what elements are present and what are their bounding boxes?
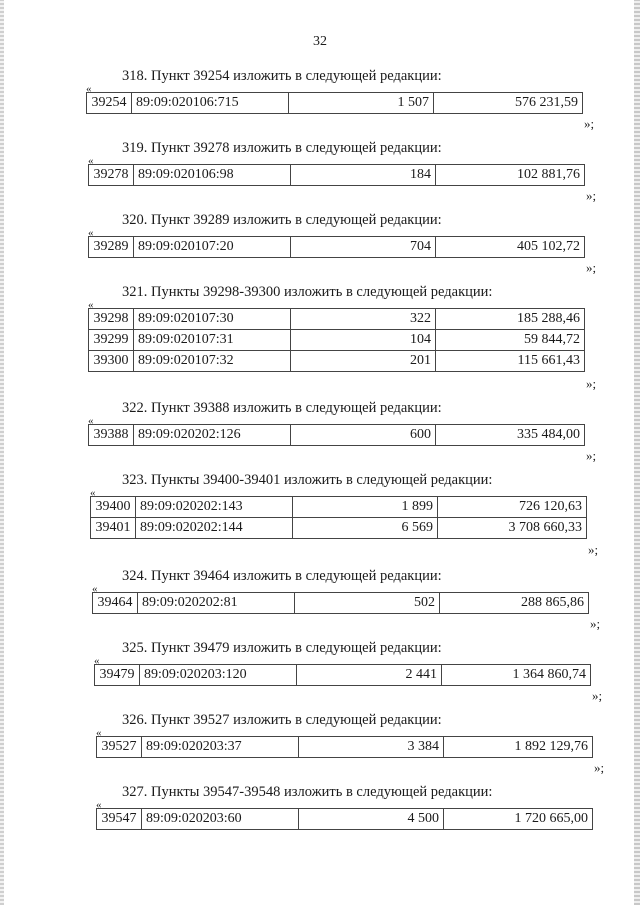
value-cell: 3 708 660,33 (438, 518, 587, 539)
cadastral-number-cell: 89:09:020106:715 (132, 93, 289, 114)
row-number-cell: 39289 (89, 237, 134, 258)
cadastral-number-cell: 89:09:020203:37 (142, 737, 299, 758)
opening-quote: « (86, 83, 92, 95)
cadastral-number-cell: 89:09:020107:31 (134, 330, 291, 351)
section-heading: 318. Пункт 39254 изложить в следующей редакции: (122, 68, 442, 84)
cadastral-number-cell: 89:09:020202:143 (136, 497, 293, 518)
section-heading: 319. Пункт 39278 изложить в следующей редакции: (122, 140, 442, 156)
cadastral-number-cell: 89:09:020202:126 (134, 425, 291, 446)
section-heading: 327. Пункты 39547-39548 изложить в следующей редакции: (122, 784, 493, 800)
closing-quote: »; (586, 260, 597, 275)
value-cell: 576 231,59 (434, 93, 583, 114)
scan-edge-right (634, 0, 640, 905)
scan-edge-left (0, 0, 4, 905)
table-row (89, 330, 585, 351)
cadastral-number-cell: 89:09:020107:32 (134, 351, 291, 372)
opening-quote: « (88, 415, 94, 427)
area-cell: 184 (291, 165, 436, 186)
value-cell: 102 881,76 (436, 165, 585, 186)
cadastral-number-cell: 89:09:020106:98 (134, 165, 291, 186)
table-row (97, 809, 593, 830)
opening-quote: « (88, 227, 94, 239)
row-number-cell: 39298 (89, 309, 134, 330)
table-row (91, 497, 587, 518)
section-heading: 320. Пункт 39289 изложить в следующей редакции: (122, 212, 442, 228)
closing-quote: »; (594, 760, 605, 775)
area-cell: 600 (291, 425, 436, 446)
cadastral-number-cell: 89:09:020107:20 (134, 237, 291, 258)
row-number-cell: 39278 (89, 165, 134, 186)
table-row (89, 237, 585, 258)
area-cell: 201 (291, 351, 436, 372)
closing-quote: »; (584, 116, 595, 131)
page-number: 32 (313, 34, 327, 49)
area-cell: 3 384 (299, 737, 444, 758)
amendment-table (92, 592, 589, 614)
table-row (89, 425, 585, 446)
amendment-table (90, 496, 587, 539)
closing-quote: »; (588, 542, 599, 557)
amendment-table (96, 736, 593, 758)
opening-quote: « (88, 155, 94, 167)
cadastral-number-cell: 89:09:020202:144 (136, 518, 293, 539)
opening-quote: « (92, 583, 98, 595)
section-heading: 326. Пункт 39527 изложить в следующей редакции: (122, 712, 442, 728)
value-cell: 335 484,00 (436, 425, 585, 446)
area-cell: 2 441 (297, 665, 442, 686)
section-heading: 325. Пункт 39479 изложить в следующей редакции: (122, 640, 442, 656)
row-number-cell: 39527 (97, 737, 142, 758)
closing-quote: »; (586, 188, 597, 203)
amendment-table (88, 164, 585, 186)
value-cell: 726 120,63 (438, 497, 587, 518)
closing-quote: »; (586, 448, 597, 463)
table-row (89, 165, 585, 186)
area-cell: 1 899 (293, 497, 438, 518)
amendment-table (94, 664, 591, 686)
row-number-cell: 39299 (89, 330, 134, 351)
amendment-table (88, 308, 585, 372)
value-cell: 185 288,46 (436, 309, 585, 330)
row-number-cell: 39479 (95, 665, 140, 686)
opening-quote: « (90, 487, 96, 499)
amendment-table (86, 92, 583, 114)
closing-quote: »; (586, 376, 597, 391)
area-cell: 104 (291, 330, 436, 351)
table-row (87, 93, 583, 114)
area-cell: 704 (291, 237, 436, 258)
table-row (89, 351, 585, 372)
area-cell: 502 (295, 593, 440, 614)
table-row (93, 593, 589, 614)
row-number-cell: 39300 (89, 351, 134, 372)
table-row (97, 737, 593, 758)
value-cell: 288 865,86 (440, 593, 589, 614)
table-row (89, 309, 585, 330)
row-number-cell: 39254 (87, 93, 132, 114)
row-number-cell: 39547 (97, 809, 142, 830)
amendment-table (88, 236, 585, 258)
section-heading: 322. Пункт 39388 изложить в следующей редакции: (122, 400, 442, 416)
area-cell: 1 507 (289, 93, 434, 114)
row-number-cell: 39400 (91, 497, 136, 518)
cadastral-number-cell: 89:09:020203:60 (142, 809, 299, 830)
amendment-table (96, 808, 593, 830)
cadastral-number-cell: 89:09:020107:30 (134, 309, 291, 330)
closing-quote: »; (590, 616, 601, 631)
value-cell: 1 364 860,74 (442, 665, 591, 686)
area-cell: 6 569 (293, 518, 438, 539)
value-cell: 1 720 665,00 (444, 809, 593, 830)
opening-quote: « (96, 727, 102, 739)
section-heading: 324. Пункт 39464 изложить в следующей редакции: (122, 568, 442, 584)
row-number-cell: 39388 (89, 425, 134, 446)
opening-quote: « (96, 799, 102, 811)
value-cell: 59 844,72 (436, 330, 585, 351)
value-cell: 1 892 129,76 (444, 737, 593, 758)
opening-quote: « (94, 655, 100, 667)
row-number-cell: 39401 (91, 518, 136, 539)
amendment-table (88, 424, 585, 446)
cadastral-number-cell: 89:09:020203:120 (140, 665, 297, 686)
row-number-cell: 39464 (93, 593, 138, 614)
value-cell: 115 661,43 (436, 351, 585, 372)
cadastral-number-cell: 89:09:020202:81 (138, 593, 295, 614)
table-row (91, 518, 587, 539)
section-heading: 323. Пункты 39400-39401 изложить в следующей редакции: (122, 472, 493, 488)
area-cell: 4 500 (299, 809, 444, 830)
table-row (95, 665, 591, 686)
section-heading: 321. Пункты 39298-39300 изложить в следующей редакции: (122, 284, 493, 300)
area-cell: 322 (291, 309, 436, 330)
closing-quote: »; (592, 688, 603, 703)
opening-quote: « (88, 299, 94, 311)
value-cell: 405 102,72 (436, 237, 585, 258)
